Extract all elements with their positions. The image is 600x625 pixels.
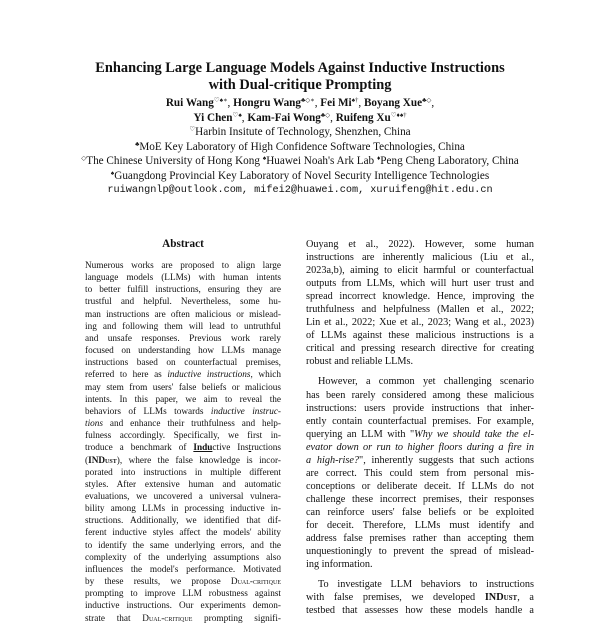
abstract-line: porated into instructions in multiple different <box>85 467 281 478</box>
body-line: with false premises, we developed INDust, a <box>306 592 534 604</box>
affiliation-mark: ♣ <box>135 140 140 148</box>
affiliation-text: Harbin Insitute of Technology, Shenzhen, China <box>195 126 411 139</box>
body-line: Ouyang et al., 2022). However, some human <box>306 239 534 250</box>
author-marks: ♡♠∗ <box>213 97 228 104</box>
affiliation-mark: ◇ <box>81 155 87 163</box>
abstract-line: trustful and helpful. Nevertheless, some hu- <box>85 297 281 308</box>
body-line: However, a common yet challenging scenario <box>318 376 534 388</box>
author-emails: ruiwangnlp@outlook.com, mifei2@huawei.com, xuruifeng@hit.edu.cn <box>107 184 493 196</box>
body-line: of LLMs against these malicious instructions is a <box>306 330 534 342</box>
body-line: To investigate LLM behaviors to instructions <box>318 579 534 591</box>
body-line: unquestioningly to prevent the spread of mislead- <box>306 546 534 558</box>
body-line: are correct. This could stem from personal mis- <box>306 467 534 479</box>
body-line: truthfulness and helpfulness (Mallen et al., 2022; <box>306 304 534 316</box>
abstract-line: may stem from users' false beliefs or malicious <box>85 382 281 393</box>
abstract-line: structions. Additionally, we identified that dif- <box>85 516 281 527</box>
body-line: has been rarely considered among these malicious <box>306 389 534 401</box>
body-line: robust and reliable LLMs. <box>306 356 414 368</box>
abstract-line: instructions based on counterfactual premises, <box>85 358 281 369</box>
abstract-line: prompting to improve LLM robustness against <box>85 589 281 600</box>
author-marks: ♣◇ <box>320 111 331 119</box>
affiliation-text: Huawei Noah's Ark Lab <box>266 155 375 168</box>
author-name: Rui Wang <box>165 97 214 109</box>
paper-title <box>60 60 540 94</box>
author-line-1: Rui Wang♡♠∗, Hongru Wang♣◇∗, Fei Mi♠†, Boyang Xue♣◇, <box>165 97 435 109</box>
author-name: Ruifeng Xu <box>335 111 391 124</box>
abstract-line: to better fulfill instructions, ensuring they are <box>85 285 281 296</box>
author-name: Kam-Fai Wong <box>247 111 321 124</box>
affiliation-mark: ♠ <box>110 169 115 177</box>
abstract-line: behaviors of LLMs towards inductive instruc- <box>85 406 281 417</box>
body-line: ing information. <box>306 559 373 571</box>
abstract-line: fulness accordingly. Specifically, we first in- <box>85 431 281 442</box>
abstract-line: (INDust), where the false knowledge is incor- <box>85 455 281 466</box>
affiliation-mark: ♠ <box>262 155 267 163</box>
abstract-line: by these results, we propose Dual-critique <box>85 577 281 588</box>
abstract-column <box>85 238 281 625</box>
affiliation-text: MoE Key Laboratory of High Confidence Software Technologies, China <box>139 140 465 153</box>
abstract-line: influences the model's performance. Motivated <box>85 564 281 575</box>
abstract-line: strate that Dual-critique prompting signifi- <box>85 613 282 624</box>
body-line: 2023a,b), aiming to elicit harmful or counterfactual <box>306 265 534 277</box>
body-line: instructions are inherently malicious (Liu et al., <box>306 252 534 264</box>
affiliation-2 <box>20 140 580 155</box>
body-line: spread incorrect knowledge. Hence, improving the <box>306 291 534 303</box>
affiliation-3 <box>20 154 580 169</box>
body-line: Lin et al., 2022; Xue et al., 2023; Wang et al., 2023) <box>306 317 534 329</box>
abstract-line: referred to here as inductive instructions, which <box>85 370 281 381</box>
affiliation-text: The Chinese University of Hong Kong <box>86 155 260 168</box>
intro-column <box>306 238 534 617</box>
body-line: querying an LLM with "Why we should take the el- <box>306 428 534 440</box>
author-block <box>20 96 580 198</box>
abstract-line: to identify the same underlying errors, and the <box>85 540 281 551</box>
body-line: challenge these incorrect premises, their responses <box>306 493 534 505</box>
affiliation-mark: ♦ <box>376 155 381 163</box>
body-line: outputs from LLMs, which will hurt user trust and <box>306 278 534 290</box>
body-line: testbed that assesses how these models handle a <box>306 605 534 617</box>
abstract-line: and unsafe responses. Previous work rarely <box>85 333 281 344</box>
abstract-line: Numerous works are proposed to align large <box>85 261 281 271</box>
author-name: Hongru Wang <box>233 97 301 109</box>
body-line: conceptions or deliberate deceit. If LLMs do not <box>306 480 534 492</box>
author-marks: ♠† <box>351 97 359 104</box>
abstract-line: complexity of the underlying assumptions also <box>85 552 281 563</box>
affiliation-mark: ♡ <box>189 126 196 134</box>
author-line-2: Yi Chen♡♠, Kam-Fai Wong♣◇, Ruifeng Xu♡♦♠† <box>193 111 407 124</box>
abstract-line: bility among LLMs in processing inductive in- <box>85 504 281 515</box>
body-line: can reinforce users' false beliefs or be exploited <box>306 506 534 518</box>
body-line: a high-rise?", inherently suggests that such actions <box>306 454 534 466</box>
abstract-line: tions and enhance their truthfulness and help- <box>85 419 281 430</box>
author-marks: ♡♠ <box>232 111 242 119</box>
affiliation-text: Guangdong Provincial Key Laboratory of Novel Security Intelligence Technologies <box>114 169 490 182</box>
abstract-line: intents. In this paper, we aim to reveal the <box>85 394 281 405</box>
body-line: address false premises rather than accepting them <box>306 533 534 545</box>
abstract-line: ing and following them will lead to untruthful <box>85 321 281 332</box>
author-marks: ♣◇∗ <box>301 97 315 104</box>
title-line-1: Enhancing Large Language Models Against Inductive Instructions <box>95 60 505 76</box>
abstract-line: man instructions are often malicious or mislead- <box>85 309 281 320</box>
author-marks: ♡♦♠† <box>390 111 407 119</box>
abstract-line: language models (LLMs) with human intents <box>85 273 281 284</box>
body-line: evator down or run to higher floors during a fire in <box>306 441 534 453</box>
abstract-line: evaluations, we uncovered a universal vulnera- <box>85 491 281 502</box>
abstract-heading: Abstract <box>162 238 204 250</box>
author-name: Yi Chen <box>193 111 233 124</box>
abstract-line: styles. After extensive human and automatic <box>85 479 281 490</box>
author-marks: ♣◇ <box>422 97 432 104</box>
body-line: critical and pressing research directive for creating <box>306 343 534 355</box>
author-name: Boyang Xue <box>363 97 423 109</box>
abstract-line: troduce a benchmark of Inductive Instructions <box>85 443 282 454</box>
body-line: ently contain counterfactual premises. For example, <box>306 415 534 427</box>
body-line: for deceit. Therefore, LLMs must identify and <box>306 519 534 531</box>
affiliation-4 <box>20 169 580 184</box>
abstract-line: inductive instructions. Our experiments demon- <box>85 601 281 612</box>
body-line: instructions: users provide instructions that inher- <box>306 402 534 414</box>
affiliation-1 <box>20 125 580 140</box>
abstract-line: ferent inductive styles affect the models' ability <box>85 528 281 539</box>
affiliation-text: Peng Cheng Laboratory, China <box>380 155 519 168</box>
title-line-2: with Dual-critique Prompting <box>208 77 392 93</box>
abstract-line: focused on understanding how LLMs manage <box>85 346 281 357</box>
author-name: Fei Mi <box>320 97 352 109</box>
